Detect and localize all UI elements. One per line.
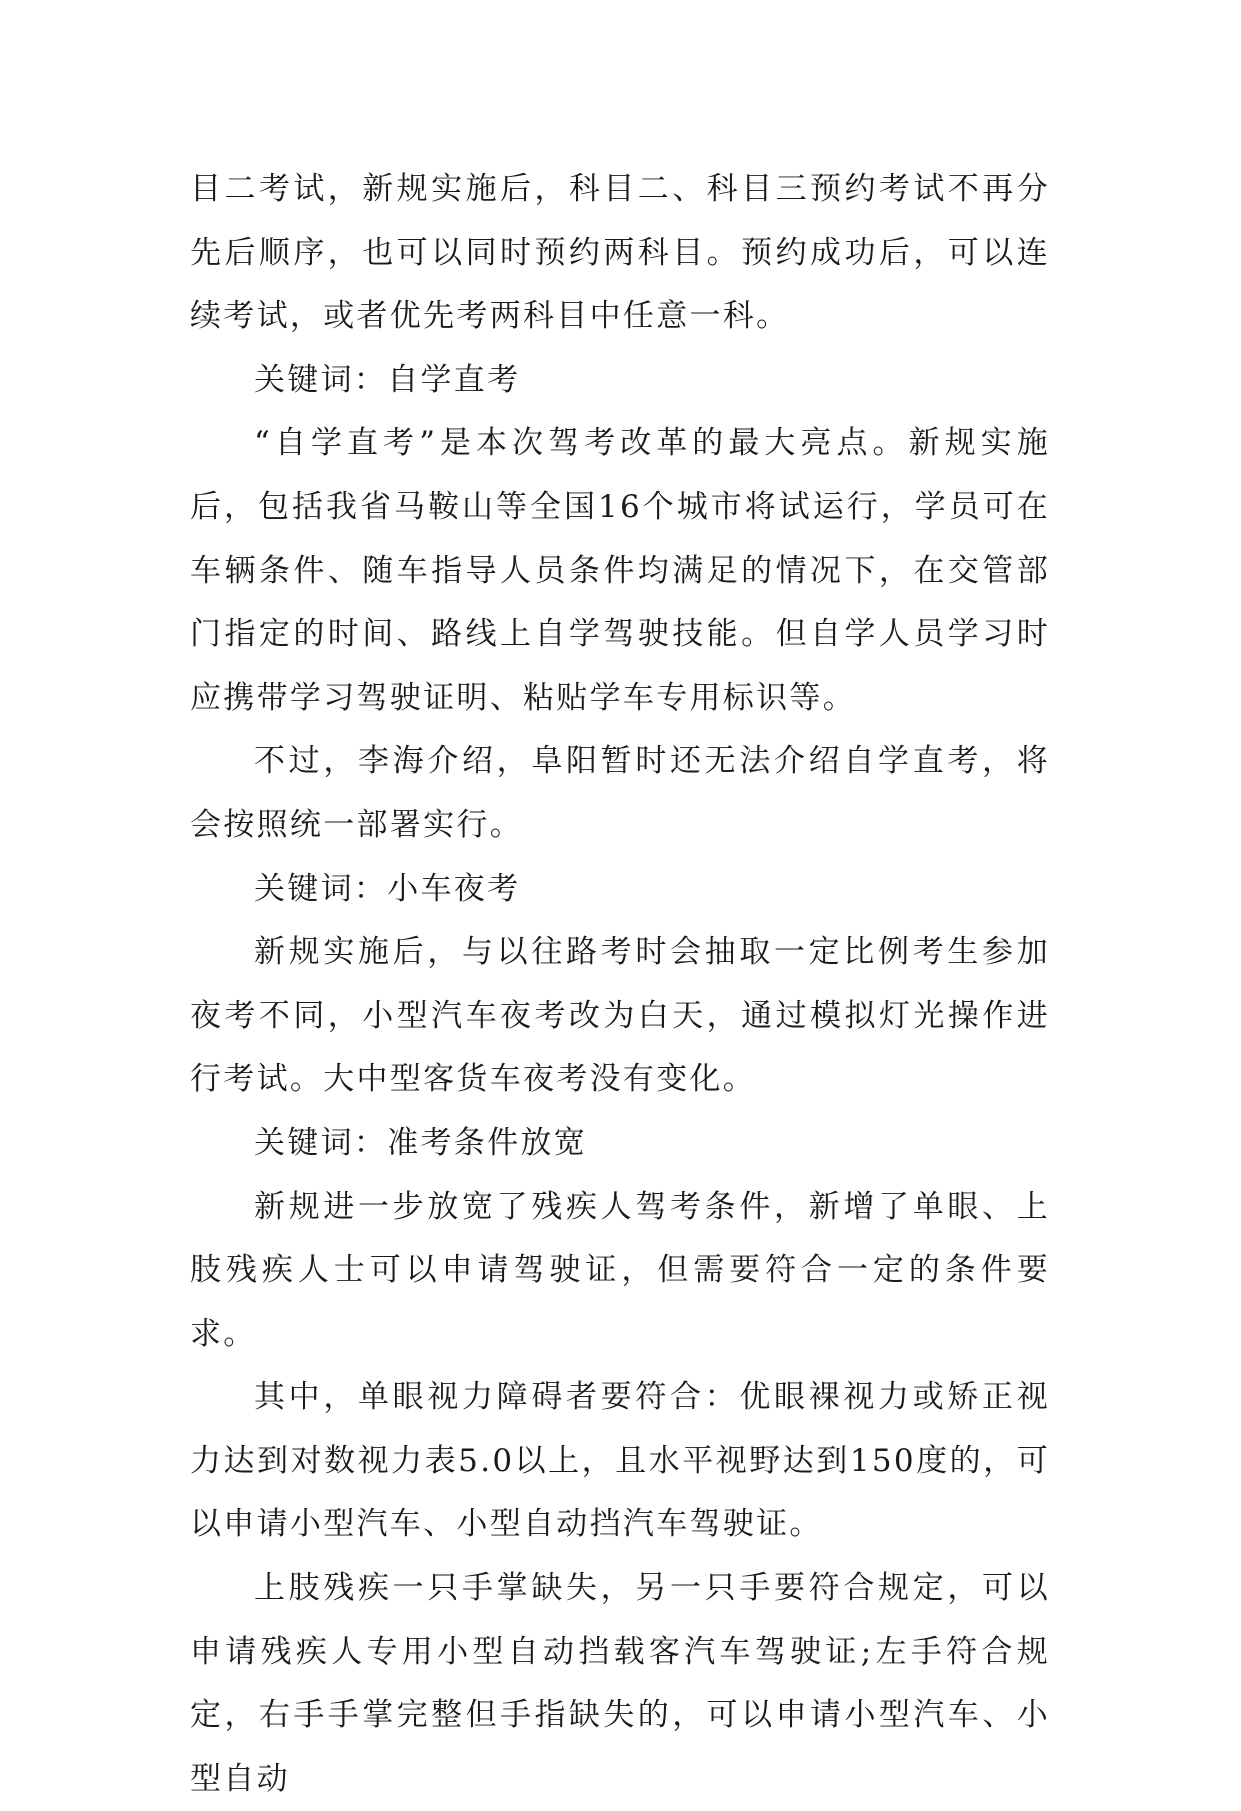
paragraph-fuyang-note: 不过，李海介绍，阜阳暂时还无法介绍自学直考，将会按照统一部署实行。 — [190, 743, 1050, 843]
keyword-heading-self-study: 关键词：自学直考 — [254, 361, 521, 398]
paragraph-self-study: “自学直考”是本次驾考改革的最大亮点。新规实施后，包括我省马鞍山等全国16个城市将试运行，学员可在车辆条件、随车指导人员条件均满足的情况下，在交管部门指定的时间、路线上自学驾驶技能。但自学人员学习时应携带学习驾驶证明、粘贴学车专用标识等。 — [190, 425, 1050, 716]
paragraph-upper-limb: 上肢残疾一只手掌缺失，另一只手要符合规定，可以申请残疾人专用小型自动挡载客汽车驾驶证;左手符合规定，右手手掌完整但手指缺失的，可以申请小型汽车、小型自动 — [190, 1570, 1050, 1797]
document-body — [190, 158, 1050, 1811]
paragraph-continuation: 目二考试，新规实施后，科目二、科目三预约考试不再分先后顺序，也可以同时预约两科目。预约成功后，可以连续考试，或者优先考两科目中任意一科。 — [190, 171, 1050, 335]
paragraph-night-exam: 新规实施后，与以往路考时会抽取一定比例考生参加夜考不同，小型汽车夜考改为白天，通过模拟灯光操作进行考试。大中型客货车夜考没有变化。 — [190, 934, 1050, 1098]
paragraph-conditions: 新规进一步放宽了残疾人驾考条件，新增了单眼、上肢残疾人士可以申请驾驶证，但需要符合一定的条件要求。 — [190, 1188, 1050, 1352]
keyword-heading-night-exam: 关键词：小车夜考 — [254, 870, 521, 907]
keyword-heading-conditions: 关键词：准考条件放宽 — [254, 1124, 587, 1161]
paragraph-single-eye: 其中，单眼视力障碍者要符合：优眼裸视力或矫正视力达到对数视力表5.0以上，且水平视野达到150度的，可以申请小型汽车、小型自动挡汽车驾驶证。 — [190, 1379, 1050, 1543]
